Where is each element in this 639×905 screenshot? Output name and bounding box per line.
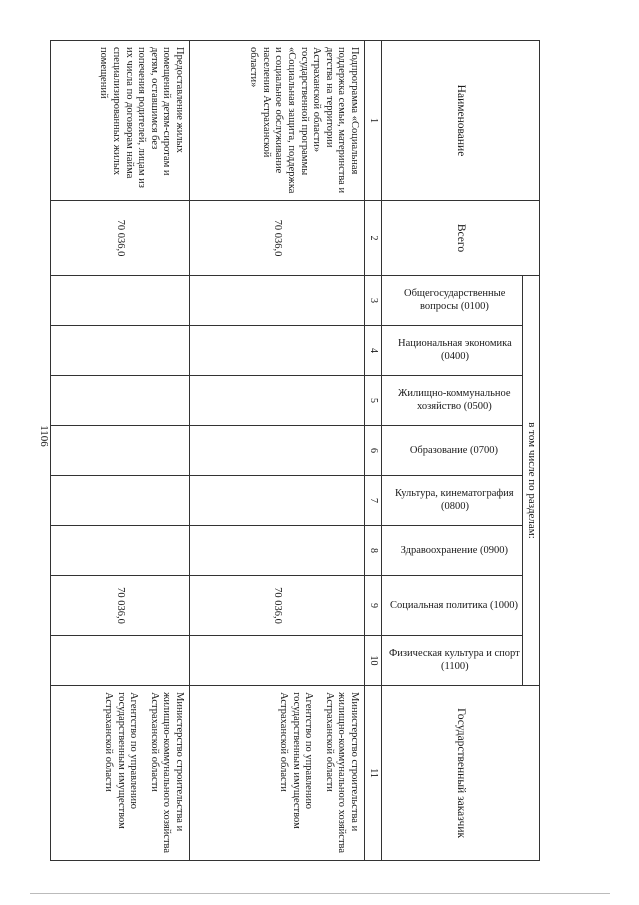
column-numbers-row — [365, 41, 382, 861]
page-bottom-edge — [30, 893, 610, 894]
row-cell-0900 — [189, 526, 364, 576]
row-cell-1000: 70 036,0 — [51, 576, 190, 636]
row-cell-0900 — [51, 526, 190, 576]
row-total: 70 036,0 — [189, 201, 364, 276]
customer-agency: Агентство по управлению государственным имуществом Астраханской области — [278, 692, 315, 829]
header-section-0700: Образование (0700) — [382, 426, 523, 476]
column-number: 7 — [365, 476, 382, 526]
column-number: 1 — [365, 41, 382, 201]
row-cell-0500 — [189, 376, 364, 426]
row-cell-0100 — [51, 276, 190, 326]
row-cell-0700 — [189, 426, 364, 476]
row-cell-1100 — [189, 636, 364, 686]
row-cell-1100 — [51, 636, 190, 686]
header-group-row — [523, 41, 540, 861]
row-customer — [51, 686, 190, 861]
header-group: в том числе по разделам: — [523, 276, 540, 686]
table-row — [189, 41, 364, 861]
column-number: 8 — [365, 526, 382, 576]
row-cell-0800 — [51, 476, 190, 526]
column-number: 6 — [365, 426, 382, 476]
page-number: 1106 — [38, 425, 50, 447]
header-section-0900: Здравоохранение (0900) — [382, 526, 523, 576]
row-cell-0400 — [51, 326, 190, 376]
column-number: 5 — [365, 376, 382, 426]
row-name: Подпрограмма «Социальная поддержка семьи, материнства и детства на территории Астраханской области» государственной программы «Социальная защита, поддержка и социальное обслуживание населения Астраханской области» — [189, 41, 364, 201]
header-section-1000: Социальная политика (1000) — [382, 576, 523, 636]
column-number: 10 — [365, 636, 382, 686]
table-row — [51, 41, 190, 861]
row-cell-1000: 70 036,0 — [189, 576, 364, 636]
column-number: 11 — [365, 686, 382, 861]
row-total: 70 036,0 — [51, 201, 190, 276]
header-section-1100: Физическая культура и спорт (1100) — [382, 636, 523, 686]
header-name: Наименование — [382, 41, 540, 201]
column-number: 3 — [365, 276, 382, 326]
row-cell-0500 — [51, 376, 190, 426]
header-customer: Государственный заказчик — [382, 686, 540, 861]
row-cell-0800 — [189, 476, 364, 526]
row-cell-0400 — [189, 326, 364, 376]
column-number: 9 — [365, 576, 382, 636]
data-table — [50, 40, 540, 861]
row-cell-0100 — [189, 276, 364, 326]
header-section-0500: Жилищно-коммунальное хозяйство (0500) — [382, 376, 523, 426]
header-section-0400: Национальная экономика (0400) — [382, 326, 523, 376]
row-cell-0700 — [51, 426, 190, 476]
row-name: Предоставление жилых помещений детям-сиротам и детям, оставшимся без попечения родителей, лицам из их числа по договорам найма специализированных жилых помещений — [51, 41, 190, 201]
customer-agency: Агентство по управлению государственным имуществом Астраханской области — [103, 692, 140, 829]
table-container — [50, 40, 540, 860]
table-sheet — [50, 40, 540, 860]
column-number: 2 — [365, 201, 382, 276]
customer-ministry: Министерство строительства и жилищно-коммунального хозяйства Астраханской области — [323, 692, 360, 854]
header-total: Всего — [382, 201, 540, 276]
header-section-0800: Культура, кинематография (0800) — [382, 476, 523, 526]
customer-ministry: Министерство строительства и жилищно-коммунального хозяйства Астраханской области — [148, 692, 185, 854]
header-section-0100: Общегосударственные вопросы (0100) — [382, 276, 523, 326]
column-number: 4 — [365, 326, 382, 376]
row-customer — [189, 686, 364, 861]
